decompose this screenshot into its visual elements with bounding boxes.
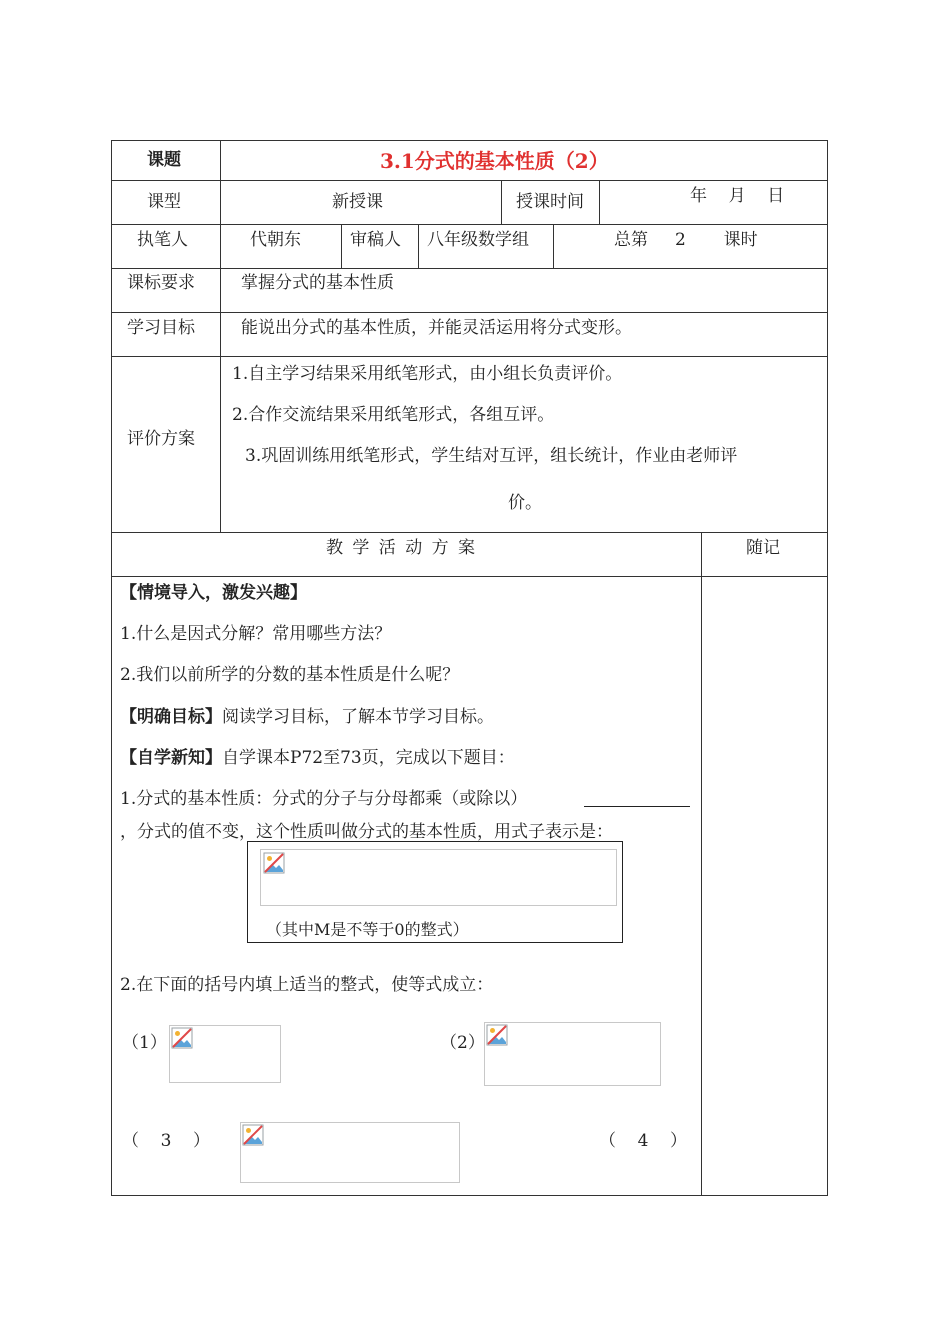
- problem-3-label: （ 3 ）: [122, 1131, 211, 1151]
- section-goal-title: 【明确目标】: [120, 707, 222, 727]
- broken-image-icon: [263, 852, 285, 874]
- evaluation-item-1: 1.自主学习结果采用纸笔形式，由小组长负责评价。: [232, 364, 623, 384]
- formula-note: （其中M是不等于0的整式）: [266, 920, 469, 939]
- reviewer-value: 八年级数学组: [427, 230, 529, 250]
- broken-image-icon: [486, 1024, 508, 1046]
- knowledge-1-cont: ，分式的值不变，这个性质叫做分式的基本性质，用式子表示是：: [120, 822, 613, 842]
- column-divider: [341, 224, 342, 268]
- section-goal: [120, 707, 494, 727]
- section-selfstudy-title: 【自学新知】: [120, 748, 222, 768]
- question-2: 2.我们以前所学的分数的基本性质是什么呢？: [120, 665, 460, 685]
- row-divider: [111, 532, 828, 533]
- page-title: 3.1分式的基本性质（2）: [380, 149, 609, 173]
- writer-value: 代朝东: [250, 230, 301, 250]
- row-divider: [111, 224, 828, 225]
- column-divider: [220, 140, 221, 532]
- problem-4-label: （ 4 ）: [599, 1131, 688, 1151]
- problem-1-label: （1）: [122, 1033, 167, 1053]
- section-selfstudy-text: 自学课本P72至73页，完成以下题目：: [222, 748, 515, 768]
- section-intro-title: 【情境导入，激发兴趣】: [120, 583, 307, 603]
- problem-3-image: [240, 1122, 460, 1183]
- formula-image: [260, 849, 617, 906]
- standard-value: 掌握分式的基本性质: [241, 273, 394, 293]
- standard-label: 课标要求: [127, 273, 195, 293]
- row-divider: [111, 312, 828, 313]
- time-label: 授课时间: [516, 192, 584, 212]
- knowledge-1: 1.分式的基本性质：分式的分子与分母都乘（或除以）: [120, 789, 528, 809]
- evaluation-item-2: 2.合作交流结果采用纸笔形式，各组互评。: [232, 405, 555, 425]
- formula-box: [247, 841, 623, 943]
- problem-2-image: [484, 1022, 661, 1086]
- problem-2-label: （2）: [440, 1033, 485, 1053]
- answer-blank[interactable]: [584, 806, 690, 807]
- objective-label: 学习目标: [127, 318, 195, 338]
- row-divider: [111, 356, 828, 357]
- knowledge-2: 2.在下面的括号内填上适当的整式，使等式成立：: [120, 975, 494, 995]
- evaluation-item-3-cont: 价。: [508, 493, 542, 513]
- activity-plan-header: 教 学 活 动 方 案: [326, 538, 478, 558]
- column-divider: [501, 180, 502, 224]
- topic-label: 课题: [147, 150, 181, 170]
- section-goal-text: 阅读学习目标，了解本节学习目标。: [222, 707, 494, 727]
- evaluation-label: 评价方案: [127, 429, 195, 449]
- evaluation-item-3: 3.巩固训练用纸笔形式，学生结对互评，组长统计，作业由老师评: [245, 446, 738, 466]
- row-divider: [111, 576, 828, 577]
- writer-label: 执笔人: [137, 230, 188, 250]
- column-divider: [701, 532, 702, 1196]
- type-label: 课型: [147, 192, 181, 212]
- column-divider: [418, 224, 419, 268]
- broken-image-icon: [171, 1027, 193, 1049]
- lesson-count: 总第 2 课时: [614, 230, 758, 250]
- objective-value: 能说出分式的基本性质，并能灵活运用将分式变形。: [241, 318, 632, 338]
- section-selfstudy: [120, 748, 515, 768]
- problem-1-image: [169, 1025, 281, 1083]
- row-divider: [111, 180, 828, 181]
- question-1: 1.什么是因式分解？常用哪些方法？: [120, 624, 392, 644]
- column-divider: [553, 224, 554, 268]
- broken-image-icon: [242, 1124, 264, 1146]
- reviewer-label: 审稿人: [350, 230, 401, 250]
- column-divider: [599, 180, 600, 224]
- date-field: 年 月 日: [690, 186, 785, 206]
- notes-header: 随记: [746, 538, 780, 558]
- row-divider: [111, 268, 828, 269]
- type-value: 新授课: [332, 192, 383, 212]
